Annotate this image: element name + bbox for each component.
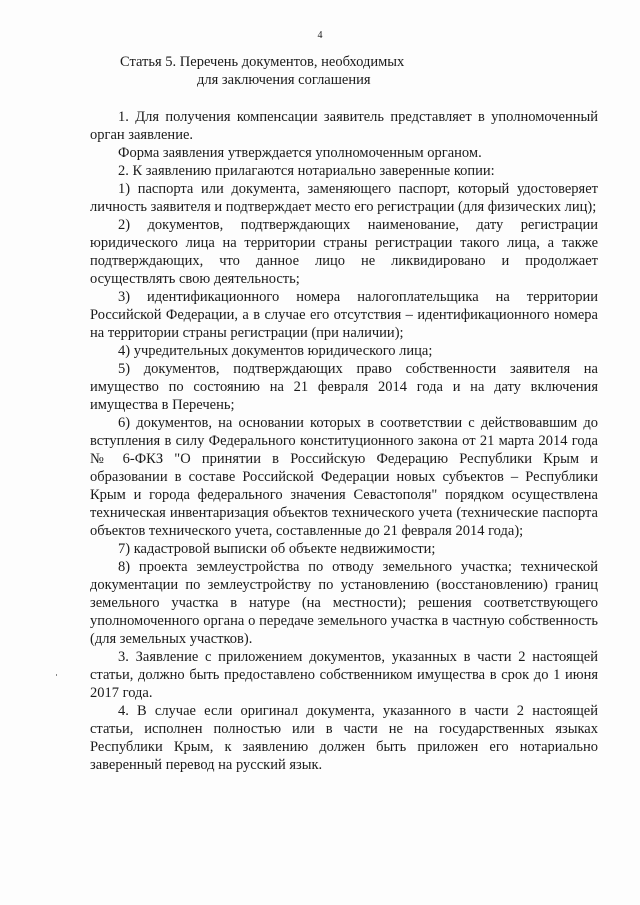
- scan-artifact: [56, 674, 57, 676]
- paragraph: 1. Для получения компенсации заявитель представляет в уполномоченный орган заявление.: [90, 109, 598, 143]
- paragraph: 2) документов, подтверждающих наименование, дату регистрации юридического лица на территории страны регистрации такого лица, а также подтверждающих, что данное лицо не ликвидировано и продолжает осуществлять свою деятельность;: [90, 217, 598, 287]
- paragraph: 1) паспорта или документа, заменяющего паспорт, который удостоверяет личность заявителя и подтверждает место его регистрации (для физических лиц);: [90, 181, 598, 215]
- page-number: 4: [317, 30, 323, 41]
- paragraph: 6) документов, на основании которых в соответствии с действовавшим до вступления в силу Федерального конституционного закона от 21 марта 2014 года № 6-ФКЗ "О принятии в Российскую Федерацию Республики Крым и образовании в составе Российской Федерации новых субъектов – Республики Крым и города федерального значения Севастополя" порядком осуществлена техническая инвентаризация объектов технического учета (технические паспорта объектов технического учета, составленные до 21 февраля 2014 года);: [90, 415, 598, 539]
- article-title: [0, 53, 640, 89]
- article-title-line-1: Статья 5. Перечень документов, необходимых: [120, 54, 405, 70]
- article-body: [90, 108, 598, 774]
- paragraph: 4. В случае если оригинал документа, указанного в части 2 настоящей статьи, исполнен полностью или в части не на государственных языках Республики Крым, к заявлению должен быть приложен его нотариально заверенный перевод на русский язык.: [90, 703, 598, 773]
- paragraph: 3. Заявление с приложением документов, указанных в части 2 настоящей статьи, должно быть предоставлено собственником имущества в срок до 1 июня 2017 года.: [90, 649, 598, 701]
- paragraph: 5) документов, подтверждающих право собственности заявителя на имущество по состоянию на 21 февраля 2014 года и на дату включения имущества в Перечень;: [90, 361, 598, 413]
- paragraph: 7) кадастровой выписки об объекте недвижимости;: [118, 541, 436, 557]
- paragraph: 2. К заявлению прилагаются нотариально заверенные копии:: [118, 163, 495, 179]
- paragraph: 3) идентификационного номера налогоплательщика на территории Российской Федерации, а в случае его отсутствия – идентификационного номера на территории страны регистрации (при наличии);: [90, 289, 598, 341]
- paragraph: Форма заявления утверждается уполномоченным органом.: [118, 145, 482, 161]
- paragraph: 8) проекта землеустройства по отводу земельного участка; технической документации по землеустройству по установлению (восстановлению) границ земельного участка в натуре (на местности); решения соответствующего уполномоченного органа о передаче земельного участка в частную собственность (для земельных участков).: [90, 559, 598, 647]
- article-title-line-2: для заключения соглашения: [197, 72, 371, 88]
- paragraph: 4) учредительных документов юридического лица;: [118, 343, 433, 359]
